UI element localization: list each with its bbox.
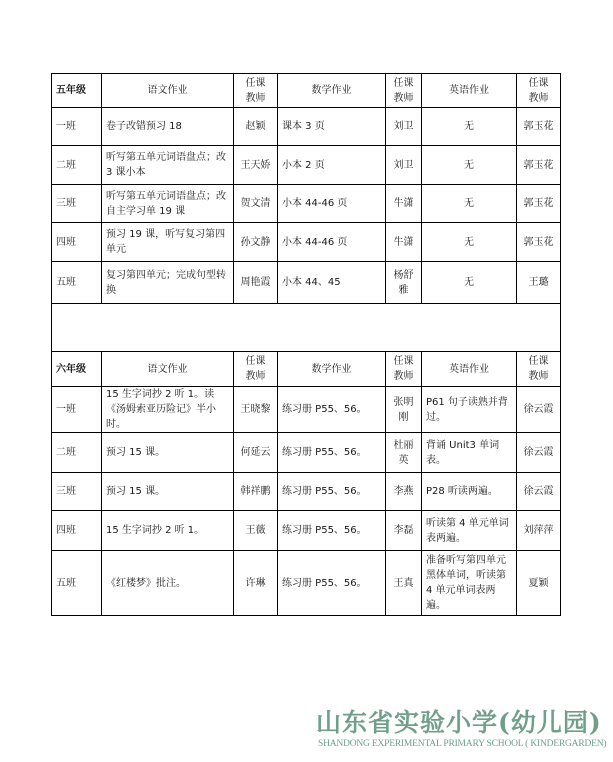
- chinese-teacher: 韩祥鹏: [234, 473, 278, 511]
- school-name-chinese: 山东省实验小学(幼儿园): [316, 708, 602, 737]
- math-teacher: 杜丽英: [386, 433, 422, 473]
- teacher-header-line1: 任课: [393, 356, 414, 367]
- class-name: 四班: [52, 511, 102, 551]
- class-name: 五班: [52, 262, 102, 304]
- teacher-header-line2: 教师: [528, 92, 549, 104]
- math-homework: 练习册 P55、56。: [278, 473, 386, 511]
- math-teacher: 刘卫: [386, 108, 422, 146]
- grade6-label: 六年级: [52, 352, 102, 387]
- english-teacher: 刘萍萍: [517, 511, 561, 551]
- table-row: [52, 108, 561, 146]
- english-homework: P61 句子读熟并背过。: [422, 387, 517, 433]
- math-teacher: 李燕: [386, 473, 422, 511]
- teacher-header-line1: 任课: [528, 77, 549, 89]
- english-teacher: 夏颖: [517, 551, 561, 616]
- grade5-label: 五年级: [52, 74, 102, 108]
- chinese-teacher: 何延云: [234, 433, 278, 473]
- chinese-teacher-header: [234, 74, 278, 108]
- class-name: 二班: [52, 146, 102, 185]
- chinese-homework: 听写第五单元词语盘点；改 3 课小本: [102, 146, 234, 185]
- english-teacher: 王璐: [517, 262, 561, 304]
- english-teacher-header: [517, 74, 561, 108]
- math-teacher: 牛潇: [386, 185, 422, 223]
- homework-table: [51, 73, 561, 616]
- teacher-header-line2: 教师: [245, 92, 266, 104]
- chinese-homework: 听写第五单元词语盘点；改自主学习单 19 课: [102, 185, 234, 223]
- chinese-teacher: 贺文清: [234, 185, 278, 223]
- table-row: [52, 223, 561, 262]
- table-row: [52, 551, 561, 616]
- chinese-homework: 《红楼梦》批注。: [102, 551, 234, 616]
- chinese-teacher: 孙文静: [234, 223, 278, 262]
- teacher-header-line2: 教师: [393, 92, 414, 104]
- chinese-teacher: 王薇: [234, 511, 278, 551]
- english-homework: 无: [422, 185, 517, 223]
- math-teacher: 杨舒雅: [386, 262, 422, 304]
- math-teacher: 牛潇: [386, 223, 422, 262]
- math-teacher: 王真: [386, 551, 422, 616]
- class-name: 五班: [52, 551, 102, 616]
- chinese-homework: 15 生字词抄 2 听 1。: [102, 511, 234, 551]
- math-teacher-header: [386, 352, 422, 387]
- math-homework: 小本 44-46 页: [278, 185, 386, 223]
- english-teacher: 徐云霞: [517, 387, 561, 433]
- chinese-homework: 预习 19 课，听写复习第四单元: [102, 223, 234, 262]
- school-name-english: SHANDONG EXPERIMENTAL PRIMARY SCHOOL ( KINDERGARDEN): [318, 739, 607, 749]
- class-name: 一班: [52, 108, 102, 146]
- math-teacher: 张明刚: [386, 387, 422, 433]
- chinese-homework: 预习 15 课。: [102, 433, 234, 473]
- class-name: 二班: [52, 433, 102, 473]
- math-homework-header: 数学作业: [278, 352, 386, 387]
- chinese-teacher: 许琳: [234, 551, 278, 616]
- grade6-header-row: [52, 352, 561, 387]
- class-name: 四班: [52, 223, 102, 262]
- english-homework: 无: [422, 146, 517, 185]
- teacher-header-line2: 教师: [528, 371, 549, 382]
- math-homework: 课本 3 页: [278, 108, 386, 146]
- english-homework-header: 英语作业: [422, 74, 517, 108]
- english-teacher: 徐云霞: [517, 433, 561, 473]
- english-teacher: 郭玉花: [517, 185, 561, 223]
- english-homework: 无: [422, 262, 517, 304]
- english-teacher-header: [517, 352, 561, 387]
- teacher-header-line1: 任课: [528, 356, 549, 367]
- math-homework: 练习册 P55、56。: [278, 511, 386, 551]
- english-homework: 无: [422, 223, 517, 262]
- math-homework: 练习册 P55、56。: [278, 551, 386, 616]
- math-teacher: 李磊: [386, 511, 422, 551]
- class-name: 三班: [52, 473, 102, 511]
- chinese-homework: 15 生字词抄 2 听 1。读《汤姆索亚历险记》半小时。: [102, 387, 234, 433]
- chinese-homework-header: 语文作业: [102, 352, 234, 387]
- math-homework: 练习册 P55、56。: [278, 387, 386, 433]
- english-homework: 背诵 Unit3 单词表。: [422, 433, 517, 473]
- chinese-teacher: 王天娇: [234, 146, 278, 185]
- english-homework-header: 英语作业: [422, 352, 517, 387]
- english-homework: 无: [422, 108, 517, 146]
- table-row: [52, 262, 561, 304]
- english-teacher: 郭玉花: [517, 223, 561, 262]
- chinese-homework: 预习 15 课。: [102, 473, 234, 511]
- table-row: [52, 473, 561, 511]
- table-row: [52, 146, 561, 185]
- english-teacher: 徐云霞: [517, 473, 561, 511]
- teacher-header-line1: 任课: [245, 77, 266, 89]
- chinese-homework: 复习第四单元；完成句型转换: [102, 262, 234, 304]
- chinese-homework: 卷子改错预习 18: [102, 108, 234, 146]
- table-row: [52, 433, 561, 473]
- chinese-teacher: 赵颖: [234, 108, 278, 146]
- math-homework: 练习册 P55、56。: [278, 433, 386, 473]
- math-homework: 小本 44、45: [278, 262, 386, 304]
- table-row: [52, 511, 561, 551]
- teacher-header-line2: 教师: [393, 371, 414, 382]
- grade5-header-row: [52, 74, 561, 108]
- chinese-teacher: 王晓黎: [234, 387, 278, 433]
- spacer-row: [52, 304, 561, 352]
- math-homework: 小本 2 页: [278, 146, 386, 185]
- teacher-header-line2: 教师: [245, 371, 266, 382]
- teacher-header-line1: 任课: [393, 77, 414, 89]
- math-homework-header: 数学作业: [278, 74, 386, 108]
- table-row: [52, 387, 561, 433]
- class-name: 一班: [52, 387, 102, 433]
- class-name: 三班: [52, 185, 102, 223]
- school-logo: [316, 708, 606, 750]
- english-homework: P28 听读两遍。: [422, 473, 517, 511]
- english-teacher: 郭玉花: [517, 146, 561, 185]
- chinese-teacher-header: [234, 352, 278, 387]
- math-teacher-header: [386, 74, 422, 108]
- english-homework: 准备听写第四单元黑体单词，听读第 4 单元单词表两遍。: [422, 551, 517, 616]
- english-teacher: 郭玉花: [517, 108, 561, 146]
- teacher-header-line1: 任课: [245, 356, 266, 367]
- table-row: [52, 185, 561, 223]
- english-homework: 听读第 4 单元单词表两遍。: [422, 511, 517, 551]
- math-teacher: 刘卫: [386, 146, 422, 185]
- chinese-teacher: 周艳霞: [234, 262, 278, 304]
- chinese-homework-header: 语文作业: [102, 74, 234, 108]
- spacer-cell: [52, 304, 561, 352]
- math-homework: 小本 44-46 页: [278, 223, 386, 262]
